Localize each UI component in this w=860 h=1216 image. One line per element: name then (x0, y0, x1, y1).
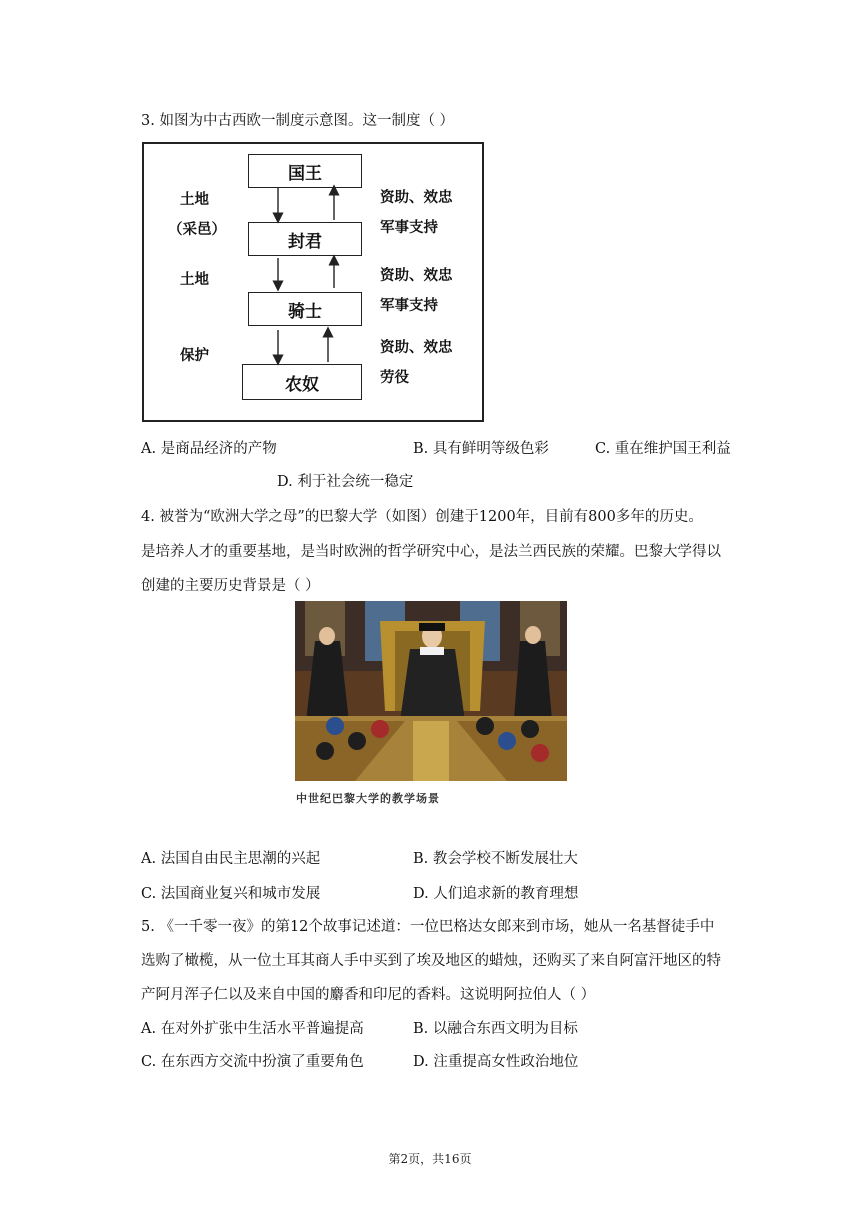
question-5-stem-line1: 5. 《一千零一夜》的第12个故事记述道：一位巴格达女郎来到市场，她从一名基督徒手中 (141, 919, 715, 935)
box-knight: 骑士 (248, 292, 362, 326)
question-4-stem-line2: 是培养人才的重要基地，是当时欧洲的哲学研究中心，是法兰西民族的荣耀。巴黎大学得以 (141, 544, 721, 560)
box-king: 国王 (248, 154, 362, 188)
q4-option-a[interactable]: A. 法国自由民主思潮的兴起 (141, 851, 321, 867)
question-4-stem-line1: 4. 被誉为“欧洲大学之母”的巴黎大学（如图）创建于1200年，目前有800多年的历史。 (141, 509, 703, 525)
q3-option-a[interactable]: A. 是商品经济的产物 (141, 441, 277, 457)
label-land: 土地 (180, 272, 209, 288)
q5-option-d[interactable]: D. 注重提高女性政治地位 (413, 1054, 579, 1070)
label-land: 土地 (180, 192, 209, 208)
page-footer: 第2页，共16页 (388, 1152, 472, 1166)
feudal-system-diagram (142, 142, 484, 422)
q5-option-a[interactable]: A. 在对外扩张中生活水平普遍提高 (141, 1021, 364, 1037)
q5-option-c[interactable]: C. 在东西方交流中扮演了重要角色 (141, 1054, 364, 1070)
university-teaching-painting (295, 601, 567, 781)
label-aid-loyalty: 资助、效忠 (380, 340, 453, 356)
q3-option-c[interactable]: C. 重在维护国王利益 (595, 441, 731, 457)
question-3-stem: 3. 如图为中古西欧一制度示意图。这一制度（ ） (141, 113, 455, 129)
label-fief: （采邑） (168, 222, 226, 238)
q5-option-b[interactable]: B. 以融合东西文明为目标 (413, 1021, 578, 1037)
q3-option-d[interactable]: D. 利于社会统一稳定 (277, 474, 414, 490)
label-aid-loyalty: 资助、效忠 (380, 268, 453, 284)
q4-option-b[interactable]: B. 教会学校不断发展壮大 (413, 851, 578, 867)
painting-caption: 中世纪巴黎大学的教学场景 (296, 792, 440, 805)
label-military-support: 军事支持 (380, 298, 438, 314)
label-labor: 劳役 (380, 370, 409, 386)
label-aid-loyalty: 资助、效忠 (380, 190, 453, 206)
question-5-stem-line2: 选购了橄榄，从一位土耳其商人手中买到了埃及地区的蜡烛，还购买了来自阿富汗地区的特 (141, 953, 721, 969)
label-military-support: 军事支持 (380, 220, 438, 236)
question-4-stem-line3: 创建的主要历史背景是（ ） (141, 578, 320, 594)
label-protection: 保护 (180, 348, 209, 364)
question-5-stem-line3: 产阿月浑子仁以及来自中国的麝香和印尼的香料。这说明阿拉伯人（ ） (141, 987, 596, 1003)
q4-option-c[interactable]: C. 法国商业复兴和城市发展 (141, 886, 321, 902)
q3-option-b[interactable]: B. 具有鲜明等级色彩 (413, 441, 549, 457)
box-lord: 封君 (248, 222, 362, 256)
box-serf: 农奴 (242, 364, 362, 400)
q4-option-d[interactable]: D. 人们追求新的教育理想 (413, 886, 579, 902)
